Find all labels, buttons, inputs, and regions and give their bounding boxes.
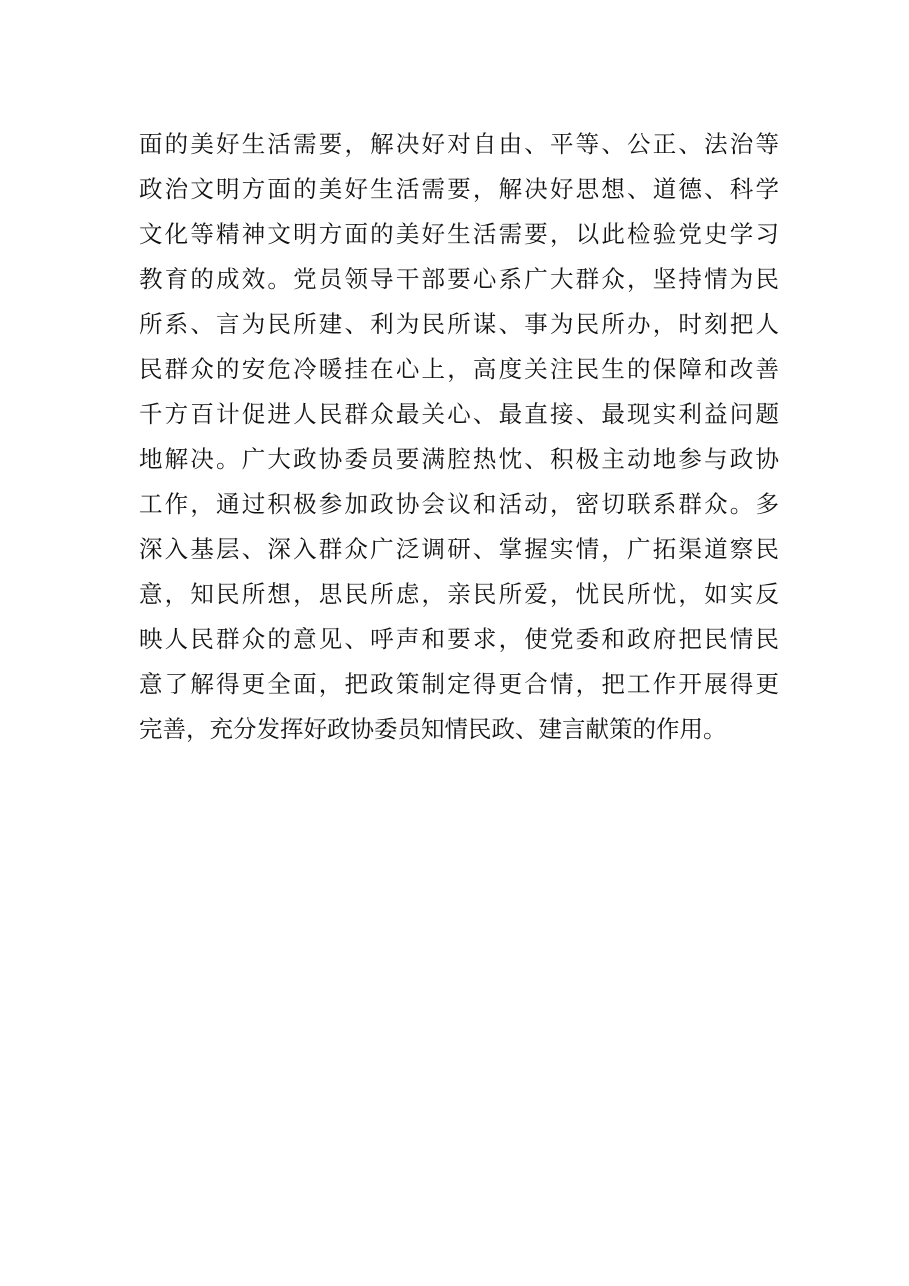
text-line: 民群众的安危冷暖挂在心上，高度关注民生的保障和改善 <box>139 355 779 383</box>
text-line: 地解决。广大政协委员要满腔热忱、积极主动地参与政协 <box>139 445 779 473</box>
text-line: 意了解得更全面，把政策制定得更合情，把工作开展得更 <box>139 670 779 698</box>
text-line: 深入基层、深入群众广泛调研、掌握实情，广拓渠道察民 <box>139 535 779 563</box>
text-line: 完善，充分发挥好政协委员知情民政、建言献策的作用。 <box>139 715 727 743</box>
text-line: 工作，通过积极参加政协会议和活动，密切联系群众。多 <box>139 490 779 518</box>
text-line: 千方百计促进人民群众最关心、最直接、最现实利益问题 <box>139 400 779 428</box>
text-line: 政治文明方面的美好生活需要，解决好思想、道德、科学 <box>139 175 779 203</box>
text-line: 教育的成效。党员领导干部要心系广大群众，坚持情为民 <box>139 265 779 293</box>
body-paragraph <box>139 122 779 752</box>
text-line: 文化等精神文明方面的美好生活需要，以此检验党史学习 <box>139 220 779 248</box>
text-line: 面的美好生活需要，解决好对自由、平等、公正、法治等 <box>139 130 779 158</box>
text-line: 映人民群众的意见、呼声和要求，使党委和政府把民情民 <box>139 625 779 653</box>
text-line: 所系、言为民所建、利为民所谋、事为民所办，时刻把人 <box>139 310 779 338</box>
text-line: 意，知民所想，思民所虑，亲民所爱，忧民所忧，如实反 <box>139 580 779 608</box>
